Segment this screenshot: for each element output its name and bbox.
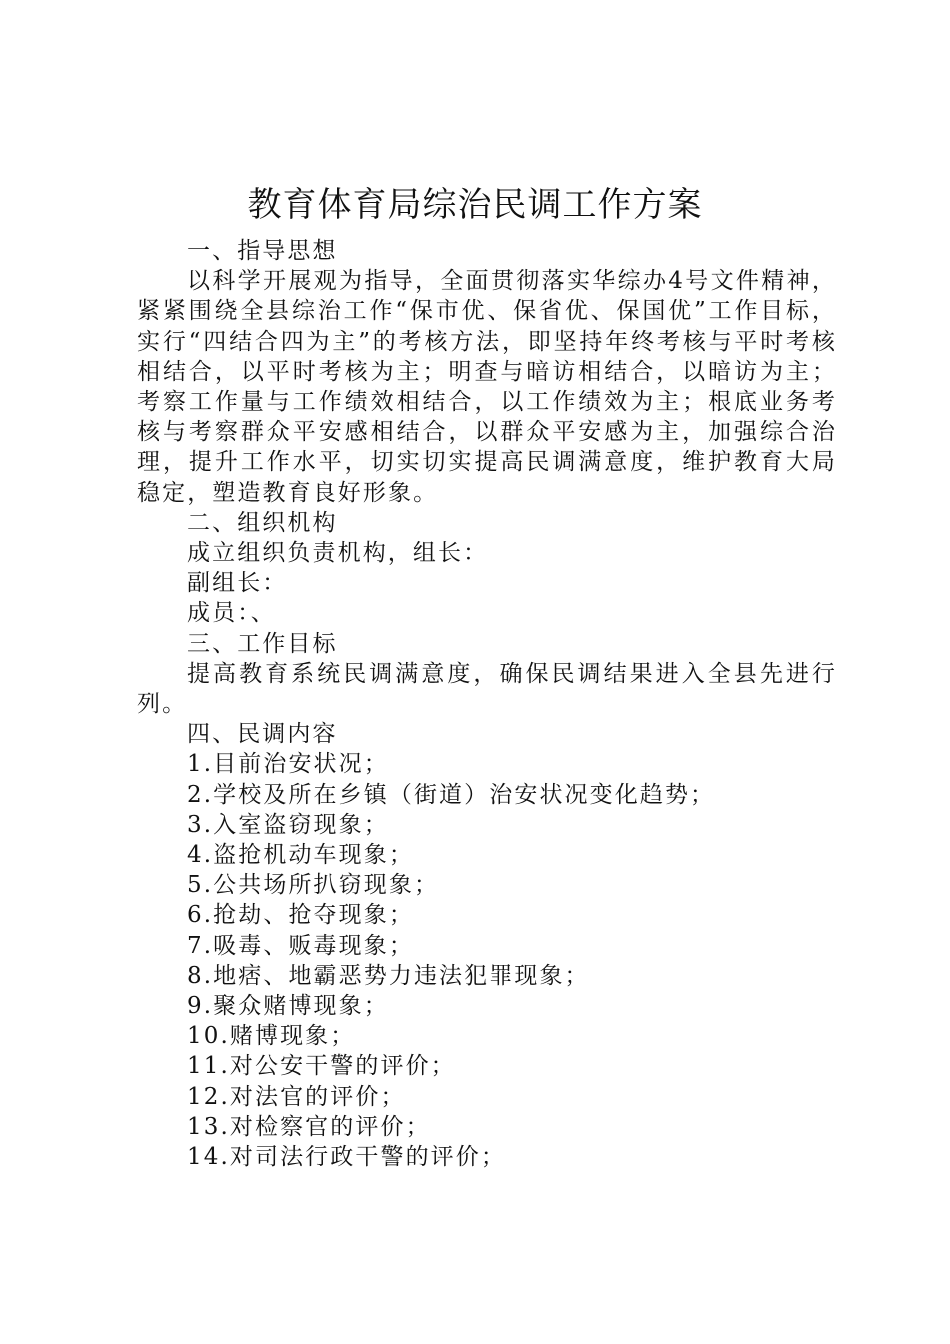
list-item: 14.对司法行政干警的评价；: [187, 1144, 506, 1171]
list-item: 13.对检察官的评价；: [187, 1113, 431, 1140]
section-heading-guiding-ideology: 一、指导思想: [187, 238, 338, 264]
section-heading-survey-content: 四、民调内容: [187, 721, 338, 748]
section-heading-organization: 二、组织机构: [187, 509, 338, 536]
list-item: 5.公共场所扒窃现象；: [187, 872, 440, 899]
list-item: 10.赌博现象；: [187, 1023, 356, 1050]
list-item: 8.地痞、地霸恶势力违法犯罪现象；: [187, 962, 590, 989]
list-item: 7.吸毒、贩毒现象；: [187, 932, 414, 959]
section-heading-work-goal: 三、工作目标: [187, 630, 338, 657]
paragraph-work-goal: 提高教育系统民调满意度，确保民调结果进入全县先进行列。: [137, 660, 837, 718]
list-item: 6.抢劫、抢夺现象；: [187, 902, 414, 929]
list-item: 9.聚众赌博现象；: [187, 993, 389, 1020]
list-item: 11.对公安干警的评价；: [187, 1053, 456, 1080]
paragraph-group-leader: 成立组织负责机构，组长：: [187, 540, 489, 567]
list-item: 1.目前治安状况；: [187, 751, 389, 778]
list-item: 3.入室盗窃现象；: [187, 811, 389, 838]
paragraph-deputy-leader: 副组长：: [187, 570, 288, 597]
paragraph-guiding-ideology: 以科学开展观为指导，全面贯彻落实华综办4号文件精神，紧紧围绕全县综治工作“保市优、保省优、保国优”工作目标，实行“四结合四为主”的考核方法，即坚持年终考核与平时考核相结合，以平时考核为主；明查与暗访相结合，以暗访为主；考察工作量与工作绩效相结合，以工作绩效为主；根底业务考核与考察群众平安感相结合，以群众平安感为主，加强综合治理，提升工作水平，切实切实提高民调满意度，维护教育大局稳定，塑造教育良好形象。: [137, 268, 837, 506]
paragraph-members: 成员：、: [187, 600, 276, 627]
list-item: 12.对法官的评价；: [187, 1083, 406, 1110]
document-body: [137, 236, 837, 1172]
list-item: 4.盗抢机动车现象；: [187, 842, 414, 869]
document-title: 教育体育局综治民调工作方案: [247, 185, 703, 225]
list-item: 2.学校及所在乡镇（街道）治安状况变化趋势；: [187, 781, 716, 808]
